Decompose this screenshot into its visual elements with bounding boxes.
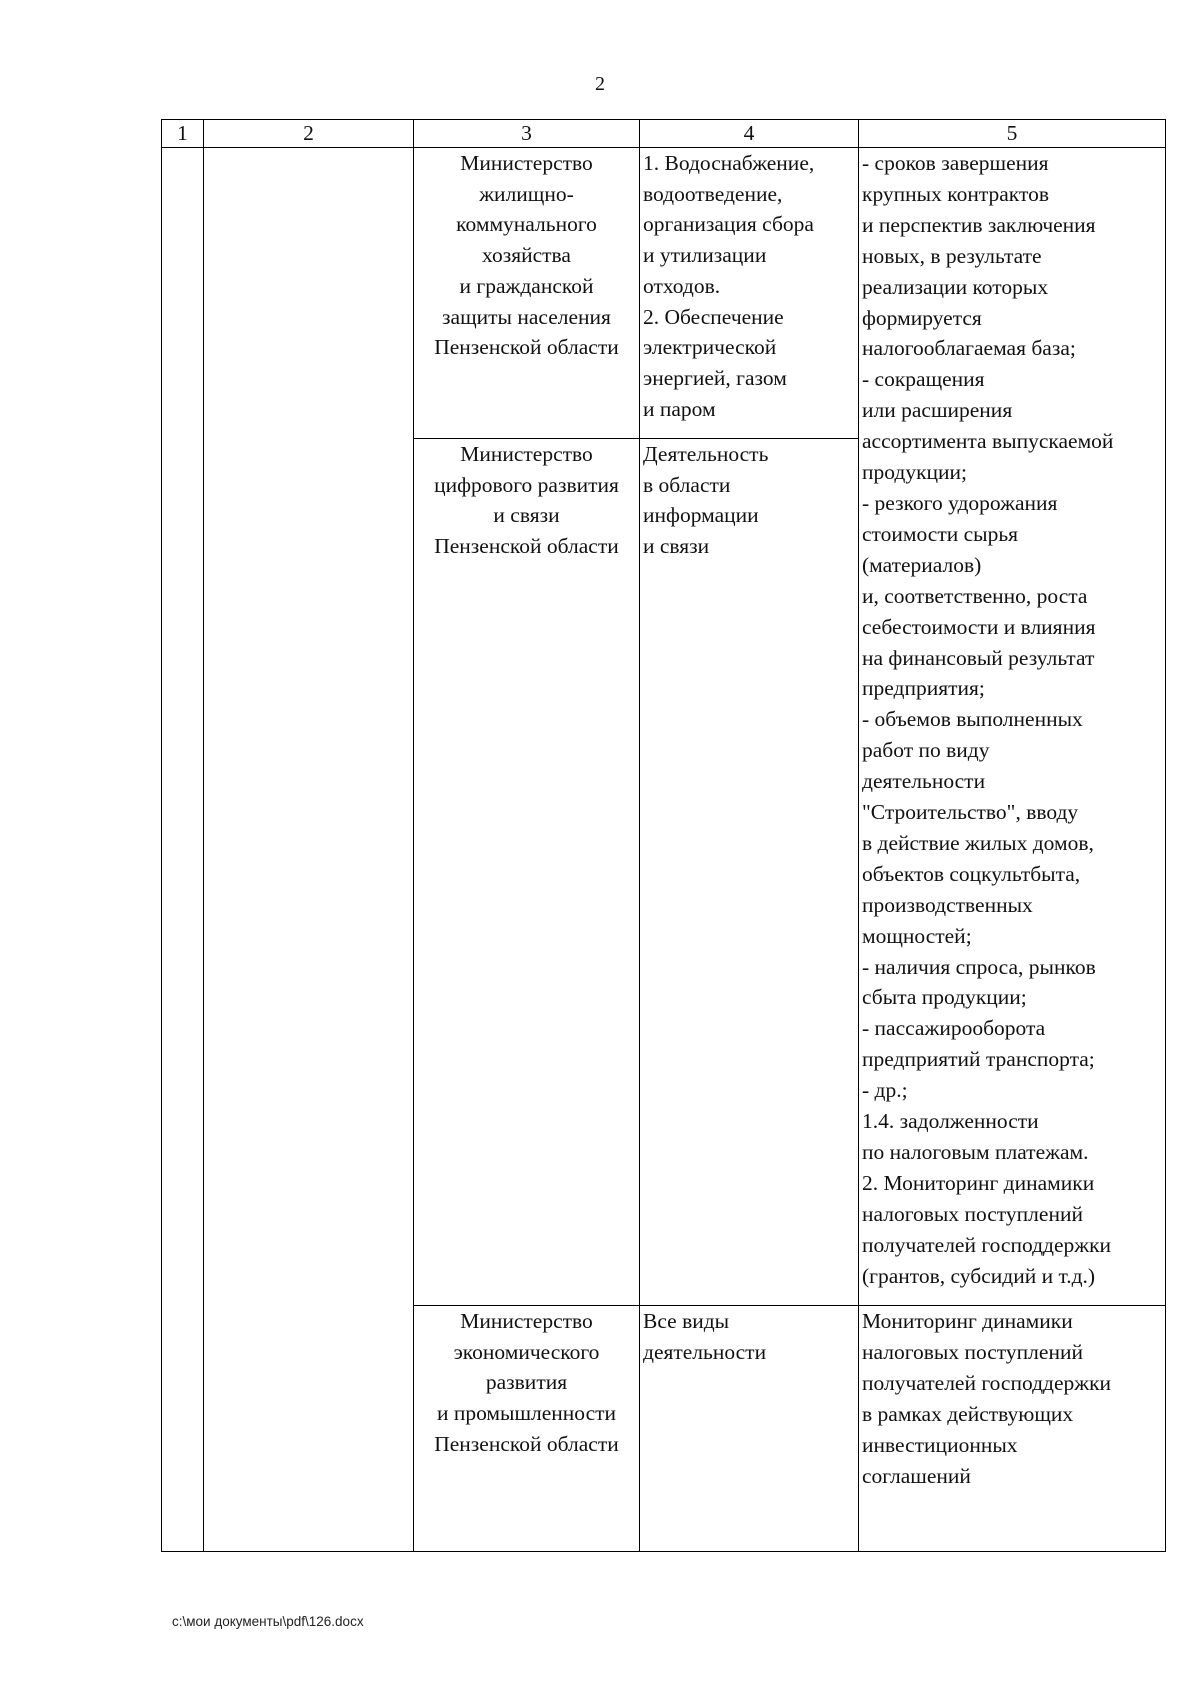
activity-line: 1. Водоснабжение, <box>643 151 815 175</box>
ministry-line: Министерство <box>460 442 593 466</box>
data-table <box>161 119 1166 1552</box>
monitoring-line: налогооблагаемая база; <box>862 336 1076 361</box>
column-header-5: 5 <box>859 120 1166 148</box>
monitoring-cell <box>859 1306 1166 1552</box>
ministry-line: и промышленности <box>436 1401 617 1426</box>
activity-line: и паром <box>643 396 716 421</box>
ministry-line: развития <box>485 1370 568 1395</box>
monitoring-line: предприятия; <box>862 676 985 701</box>
monitoring-line: производственных <box>862 892 1033 917</box>
monitoring-line: (материалов) <box>862 552 982 577</box>
monitoring-line: налоговых поступлений <box>862 1339 1083 1364</box>
monitoring-line: или расширения <box>862 398 1013 423</box>
monitoring-line: сбыта продукции; <box>862 985 1027 1010</box>
monitoring-line: и перспектив заключения <box>862 212 1096 237</box>
activity-line: Деятельность <box>643 442 769 466</box>
ministry-line: Пензенской области <box>434 335 619 360</box>
column-2-cell <box>204 148 414 1552</box>
monitoring-line: и, соответственно, роста <box>862 583 1088 608</box>
footer-file-path: c:\мои документы\pdf\126.docx <box>172 1614 364 1629</box>
monitoring-line: - др.; <box>862 1078 908 1103</box>
activity-line: 2. Обеспечение <box>643 304 784 329</box>
monitoring-line: получателей господдержки <box>862 1370 1112 1395</box>
activity-line: деятельности <box>643 1339 767 1364</box>
ministry-line: Министерство <box>460 151 593 175</box>
activity-line: и утилизации <box>643 243 767 268</box>
monitoring-line: по налоговым платежам. <box>862 1140 1089 1164</box>
monitoring-line: предприятий транспорта; <box>862 1047 1095 1072</box>
monitoring-line: Мониторинг динамики <box>862 1309 1073 1333</box>
monitoring-line: продукции; <box>862 460 968 485</box>
monitoring-line: - объемов выполненных <box>862 707 1083 732</box>
column-header-3: 3 <box>414 120 640 148</box>
activity-line: электрической <box>643 335 777 360</box>
monitoring-line: - резкого удорожания <box>862 490 1058 515</box>
ministry-cell <box>414 439 640 1306</box>
ministry-line: экономического <box>453 1339 600 1364</box>
ministry-line: хозяйства <box>482 243 571 268</box>
monitoring-line: реализации которых <box>862 274 1049 299</box>
activity-line: водоотведение, <box>643 181 783 206</box>
ministry-line: защиты населения <box>442 304 611 329</box>
activity-line: и связи <box>643 534 710 559</box>
activity-line: отходов. <box>643 273 721 298</box>
activity-cell <box>640 439 859 1306</box>
monitoring-line: формируется <box>862 305 982 330</box>
column-1-cell <box>162 148 204 1552</box>
monitoring-line: - сокращения <box>862 367 985 392</box>
monitoring-line: объектов соцкультбыта, <box>862 861 1081 886</box>
monitoring-line: инвестиционных <box>862 1432 1018 1457</box>
table-row <box>162 148 1166 439</box>
monitoring-line: в рамках действующих <box>862 1401 1074 1426</box>
activity-line: информации <box>643 503 759 528</box>
table-header-row <box>162 120 1166 148</box>
monitoring-line: себестоимости и влияния <box>862 614 1096 639</box>
column-header-1: 1 <box>162 120 204 148</box>
activity-line: в области <box>643 472 731 497</box>
activity-line: организация сбора <box>643 212 814 237</box>
monitoring-line: в действие жилых домов, <box>862 830 1094 855</box>
monitoring-line: соглашений <box>862 1463 971 1488</box>
activity-line: Все виды <box>643 1309 730 1333</box>
ministry-line: цифрового развития <box>434 472 619 497</box>
monitoring-line: новых, в результате <box>862 243 1042 268</box>
activity-line: энергией, газом <box>643 365 787 390</box>
column-header-2: 2 <box>204 120 414 148</box>
ministry-cell <box>414 148 640 439</box>
monitoring-line: 1.4. задолженности <box>862 1109 1039 1134</box>
ministry-line: жилищно- <box>479 181 574 206</box>
monitoring-line: налоговых поступлений <box>862 1201 1083 1226</box>
monitoring-line: стоимости сырья <box>862 521 1019 546</box>
monitoring-line: 2. Мониторинг динамики <box>862 1170 1095 1195</box>
monitoring-line: на финансовый результат <box>862 645 1095 670</box>
monitoring-line: "Строительство", вводу <box>862 800 1079 825</box>
ministry-cell <box>414 1306 640 1552</box>
activity-cell <box>640 1306 859 1552</box>
ministry-line: коммунального <box>456 212 597 237</box>
monitoring-line: мощностей; <box>862 923 972 948</box>
column-header-4: 4 <box>640 120 859 148</box>
monitoring-line: ассортимента выпускаемой <box>862 429 1114 454</box>
monitoring-cell <box>859 148 1166 1306</box>
ministry-line: Пензенской области <box>434 534 619 559</box>
ministry-line: Министерство <box>460 1309 593 1333</box>
monitoring-line: работ по виду <box>862 738 990 763</box>
monitoring-line: (грантов, субсидий и т.д.) <box>862 1263 1096 1288</box>
monitoring-line: деятельности <box>862 769 986 794</box>
activity-cell <box>640 148 859 439</box>
ministry-line: и гражданской <box>459 273 594 298</box>
ministry-line: Пензенской области <box>434 1431 619 1456</box>
page-number: 2 <box>595 73 605 95</box>
monitoring-line: - сроков завершения <box>862 151 1049 175</box>
monitoring-line: - пассажирооборота <box>862 1016 1046 1041</box>
monitoring-line: крупных контрактов <box>862 181 1049 206</box>
ministry-line: и связи <box>493 503 560 528</box>
monitoring-line: получателей господдержки <box>862 1232 1112 1257</box>
monitoring-line: - наличия спроса, рынков <box>862 954 1096 979</box>
